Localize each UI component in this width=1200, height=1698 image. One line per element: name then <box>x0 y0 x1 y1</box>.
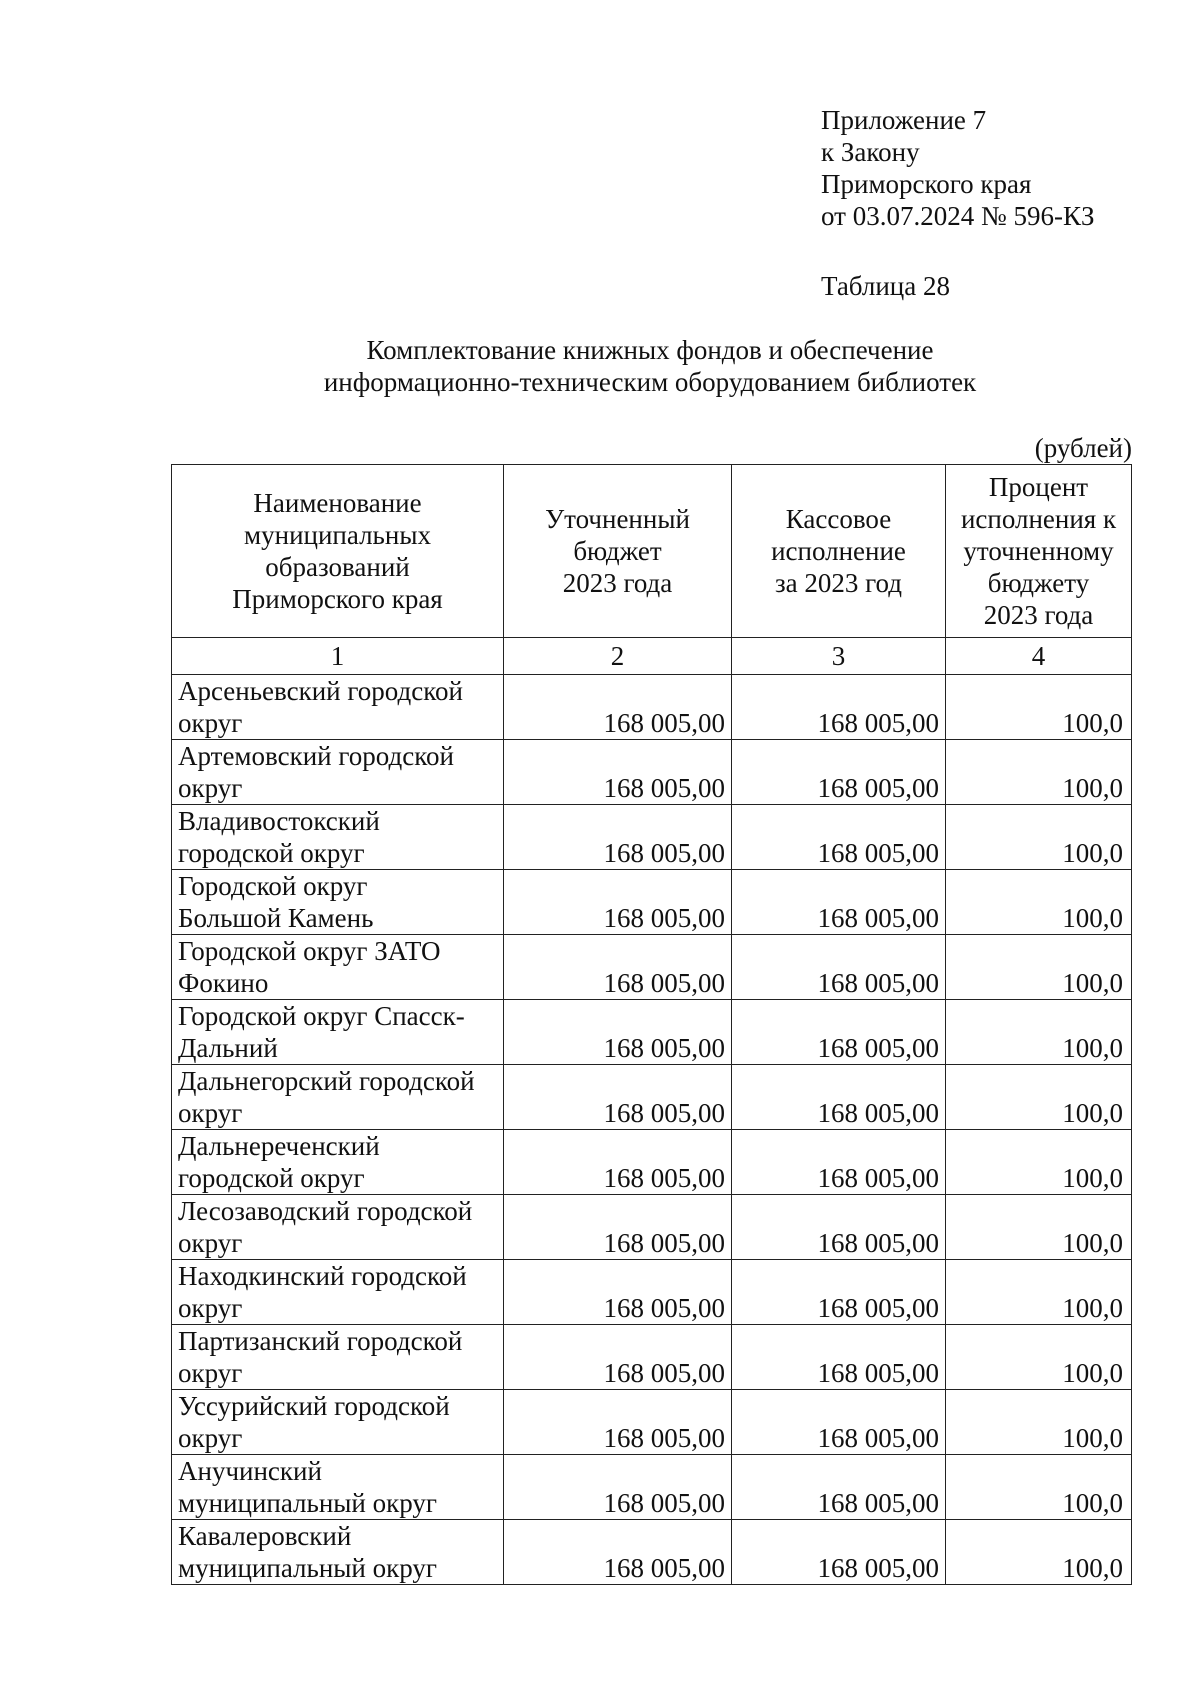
cash-cell: 168 005,00 <box>732 1455 946 1520</box>
municipality-name-line: округ <box>178 773 243 803</box>
percent-cell: 100,0 <box>946 740 1132 805</box>
municipality-name-line: округ <box>178 1098 243 1128</box>
municipality-name-cell <box>172 1455 504 1520</box>
cash-cell: 168 005,00 <box>732 1325 946 1390</box>
table-row <box>172 1455 1132 1520</box>
cash-cell: 168 005,00 <box>732 1130 946 1195</box>
cash-cell: 168 005,00 <box>732 1065 946 1130</box>
municipality-name-cell <box>172 1260 504 1325</box>
percent-cell: 100,0 <box>946 1260 1132 1325</box>
municipality-name-cell <box>172 675 504 740</box>
municipality-name-line: Дальнегорский городской <box>178 1066 475 1096</box>
budget-cell: 168 005,00 <box>504 1325 732 1390</box>
percent-cell: 100,0 <box>946 1195 1132 1260</box>
budget-cell: 168 005,00 <box>504 1260 732 1325</box>
municipality-name-cell <box>172 740 504 805</box>
table-row <box>172 1390 1132 1455</box>
cash-cell: 168 005,00 <box>732 1000 946 1065</box>
appendix-line: к Закону <box>821 137 920 167</box>
municipality-name-line: Большой Камень <box>178 903 374 933</box>
appendix-line: Приложение 7 <box>821 105 987 135</box>
table-row <box>172 1000 1132 1065</box>
municipality-name-line: округ <box>178 1358 243 1388</box>
municipality-name-line: Городской округ <box>178 871 368 901</box>
municipality-name-line: Городской округ ЗАТО <box>178 936 441 966</box>
municipality-name-line: округ <box>178 1423 243 1453</box>
municipality-name-cell <box>172 1390 504 1455</box>
table-number: Таблица 28 <box>821 271 950 301</box>
cash-cell: 168 005,00 <box>732 740 946 805</box>
municipality-name-line: Дальнереченский <box>178 1131 380 1161</box>
budget-cell: 168 005,00 <box>504 675 732 740</box>
municipality-name-line: городской округ <box>178 1163 365 1193</box>
municipality-name-line: округ <box>178 708 243 738</box>
percent-cell: 100,0 <box>946 870 1132 935</box>
funding-table <box>171 464 1132 1585</box>
cash-cell: 168 005,00 <box>732 1520 946 1585</box>
cash-cell: 168 005,00 <box>732 1260 946 1325</box>
column-number: 3 <box>732 638 946 675</box>
budget-cell: 168 005,00 <box>504 1195 732 1260</box>
units-label: (рублей) <box>1034 433 1132 463</box>
municipality-name-cell <box>172 805 504 870</box>
column-number: 4 <box>946 638 1132 675</box>
table-row <box>172 675 1132 740</box>
municipality-name-line: муниципальный округ <box>178 1488 437 1518</box>
municipality-name-line: муниципальный округ <box>178 1553 437 1583</box>
municipality-name-line: Дальний <box>178 1033 278 1063</box>
municipality-name-line: Кавалеровский <box>178 1521 352 1551</box>
document-title <box>150 334 1150 398</box>
budget-cell: 168 005,00 <box>504 740 732 805</box>
percent-cell: 100,0 <box>946 1325 1132 1390</box>
municipality-name-line: Анучинский <box>178 1456 322 1486</box>
appendix-line: Приморского края <box>821 169 1032 199</box>
municipality-name-line: Уссурийский городской <box>178 1391 450 1421</box>
budget-cell: 168 005,00 <box>504 1000 732 1065</box>
header-row <box>172 465 1132 638</box>
title-line: Комплектование книжных фондов и обеспечение <box>366 335 934 365</box>
percent-cell: 100,0 <box>946 1000 1132 1065</box>
cash-cell: 168 005,00 <box>732 805 946 870</box>
column-number: 2 <box>504 638 732 675</box>
budget-cell: 168 005,00 <box>504 1065 732 1130</box>
municipality-name-cell <box>172 870 504 935</box>
appendix-line: от 03.07.2024 № 596-КЗ <box>821 201 1095 231</box>
municipality-name-line: округ <box>178 1293 243 1323</box>
table-row <box>172 1130 1132 1195</box>
budget-cell: 168 005,00 <box>504 870 732 935</box>
municipality-name-cell <box>172 935 504 1000</box>
table-row <box>172 1520 1132 1585</box>
budget-cell: 168 005,00 <box>504 1130 732 1195</box>
title-line: информационно-техническим оборудованием библиотек <box>323 367 977 397</box>
cash-cell: 168 005,00 <box>732 1390 946 1455</box>
cash-cell: 168 005,00 <box>732 870 946 935</box>
budget-cell: 168 005,00 <box>504 935 732 1000</box>
percent-cell: 100,0 <box>946 1130 1132 1195</box>
municipality-name-line: Партизанский городской <box>178 1326 463 1356</box>
percent-cell: 100,0 <box>946 1065 1132 1130</box>
budget-cell: 168 005,00 <box>504 805 732 870</box>
column-number-row <box>172 638 1132 675</box>
municipality-name-line: Городской округ Спасск- <box>178 1001 465 1031</box>
municipality-name-line: округ <box>178 1228 243 1258</box>
percent-cell: 100,0 <box>946 1390 1132 1455</box>
municipality-name-line: Арсеньевский городской <box>178 676 463 706</box>
column-number: 1 <box>172 638 504 675</box>
budget-cell: 168 005,00 <box>504 1455 732 1520</box>
table-row <box>172 935 1132 1000</box>
table-row <box>172 1065 1132 1130</box>
header-budget: Уточненный бюджет 2023 года <box>504 465 732 638</box>
municipality-name-line: Артемовский городской <box>178 741 454 771</box>
appendix-block <box>821 104 1094 232</box>
municipality-name-cell <box>172 1195 504 1260</box>
budget-cell: 168 005,00 <box>504 1520 732 1585</box>
percent-cell: 100,0 <box>946 935 1132 1000</box>
municipality-name-line: городской округ <box>178 838 365 868</box>
table-row <box>172 870 1132 935</box>
municipality-name-line: Фокино <box>178 968 269 998</box>
table-row <box>172 1325 1132 1390</box>
header-cash: Кассовое исполнение за 2023 год <box>732 465 946 638</box>
municipality-name-line: Владивостокский <box>178 806 380 836</box>
municipality-name-line: Находкинский городской <box>178 1261 467 1291</box>
table-row <box>172 805 1132 870</box>
header-percent: Процент исполнения к уточненному бюджету 2023 года <box>946 465 1132 638</box>
table-row <box>172 740 1132 805</box>
cash-cell: 168 005,00 <box>732 675 946 740</box>
budget-cell: 168 005,00 <box>504 1390 732 1455</box>
table-row <box>172 1260 1132 1325</box>
municipality-name-cell <box>172 1325 504 1390</box>
percent-cell: 100,0 <box>946 1520 1132 1585</box>
percent-cell: 100,0 <box>946 1455 1132 1520</box>
municipality-name-cell <box>172 1000 504 1065</box>
percent-cell: 100,0 <box>946 675 1132 740</box>
table-row <box>172 1195 1132 1260</box>
percent-cell: 100,0 <box>946 805 1132 870</box>
header-municipality: Наименование муниципальных образований Приморского края <box>172 465 504 638</box>
cash-cell: 168 005,00 <box>732 1195 946 1260</box>
municipality-name-cell <box>172 1130 504 1195</box>
municipality-name-line: Лесозаводский городской <box>178 1196 473 1226</box>
municipality-name-cell <box>172 1065 504 1130</box>
municipality-name-cell <box>172 1520 504 1585</box>
cash-cell: 168 005,00 <box>732 935 946 1000</box>
